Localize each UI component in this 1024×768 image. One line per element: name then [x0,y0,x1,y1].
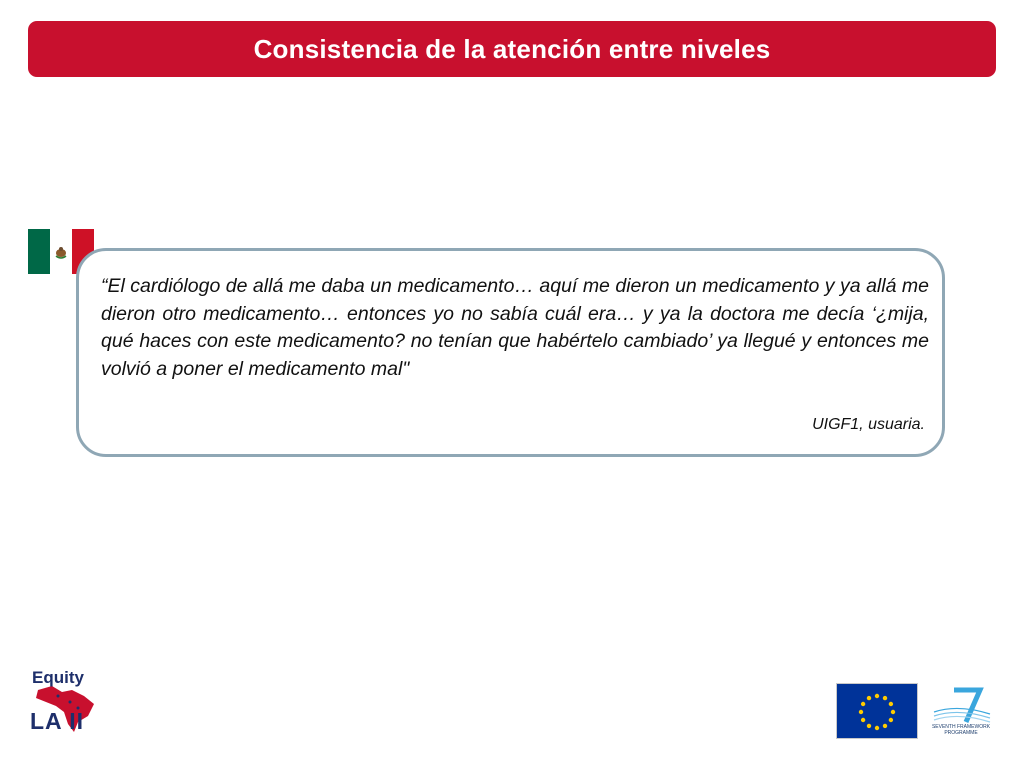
eu-stars-icon [837,684,917,738]
quote-box [76,248,945,457]
equity-la-logo [28,668,100,736]
equity-logo-line1: Equity [32,668,84,687]
fp7-seven-icon [928,686,994,724]
eu-flag-icon [836,683,918,739]
title-bar [28,21,996,77]
flag-green-stripe [28,229,50,274]
fp7-logo-icon [928,686,994,740]
equity-logo-line2: LA II [30,708,84,734]
coat-of-arms-icon [53,244,69,260]
quote-source: UIGF1, usuaria. [812,416,925,433]
fp7-caption-line2: PROGRAMME [944,730,978,736]
quote-text: “El cardiólogo de allá me daba un medicamento… aquí me dieron un medicamento y ya allá me dieron otro medicamento… entonces yo no sabía cuál era… y ya la doctora me decía ‘¿mija, qué haces con este medicamento? no tenían que habértelo cambiado’ ya llegué y entonces me volvió a poner el medicamento mal" [101,275,929,380]
fp7-caption [928,724,994,736]
slide-title: Consistencia de la atención entre niveles [253,33,771,64]
flag-white-stripe [50,229,72,274]
fp7-caption-line1: SEVENTH FRAMEWORK [931,724,991,730]
